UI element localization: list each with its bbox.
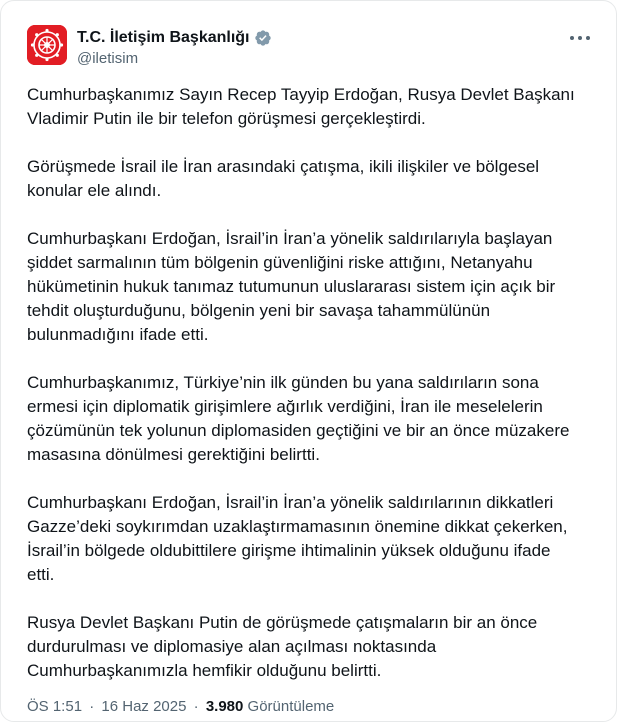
display-name[interactable]: T.C. İletişim Başkanlığı [77,29,250,46]
display-name-row [77,27,272,49]
paragraph: Cumhurbaşkanımız Sayın Recep Tayyip Erdoğan, Rusya Devlet Başkanı Vladimir Putin ile bir telefon görüşmesi gerçekleştirdi. [27,85,575,128]
more-horizontal-icon [578,36,582,40]
paragraph: Cumhurbaşkanı Erdoğan, İsrail’in İran’a yönelik saldırılarının dikkatleri Gazze’deki soykırımdan uzaklaştırmamasının önemine dikkat çekerken, İsrail’in bölgede oldubittilere girişme ihtimalinin yüksek olduğunu ifade etti. [27,493,568,584]
more-horizontal-icon [570,36,574,40]
more-options-button[interactable] [570,31,590,45]
meta-separator: · [193,698,199,715]
verified-badge-icon[interactable] [254,29,272,47]
paragraph: Cumhurbaşkanı Erdoğan, İsrail’in İran’a yönelik saldırılarıyla başlayan şiddet sarmalının tüm bölgenin güvenliğini riske attığını, Netanyahu hükümetinin hukuk tanımaz tutumunun uluslararası sistem için açık bir tehdit oluşturduğunu, bölgenin yeni bir savaşa tahammülünün bulunmadığını ifade etti. [27,229,556,344]
views-label[interactable]: Görüntüleme [247,698,335,715]
views-count[interactable]: 3.980 [205,698,244,715]
post-time[interactable]: ÖS 1:51 [27,698,83,715]
post-meta [27,698,334,715]
avatar[interactable] [27,25,67,65]
more-horizontal-icon [586,36,590,40]
paragraph: Rusya Devlet Başkanı Putin de görüşmede çatışmaların bir an önce durdurulması ve diplomasiye alan açılması noktasında Cumhurbaşkanımızla hemfikir olduğunu belirtti. [27,613,538,680]
post-header [27,25,596,69]
avatar-logo-icon [27,25,67,65]
post-date[interactable]: 16 Haz 2025 [101,698,187,715]
paragraph: Cumhurbaşkanımız, Türkiye’nin ilk günden bu yana saldırıların sona ermesi için diplomatik girişimlere ağırlık verdiğini, İran ile meselelerin çözümünün tek yolunun diplomasiden geçtiğini ve bir an önce müzakere masasına dönülmesi gerektiğini belirtti. [27,373,570,464]
post-text [27,83,597,683]
author-names [77,27,272,67]
handle[interactable]: @iletisim [77,50,139,67]
paragraph: Görüşmede İsrail ile İran arasındaki çatışma, ikili ilişkiler ve bölgesel konular ele alındı. [27,157,540,200]
meta-separator: · [89,698,95,715]
